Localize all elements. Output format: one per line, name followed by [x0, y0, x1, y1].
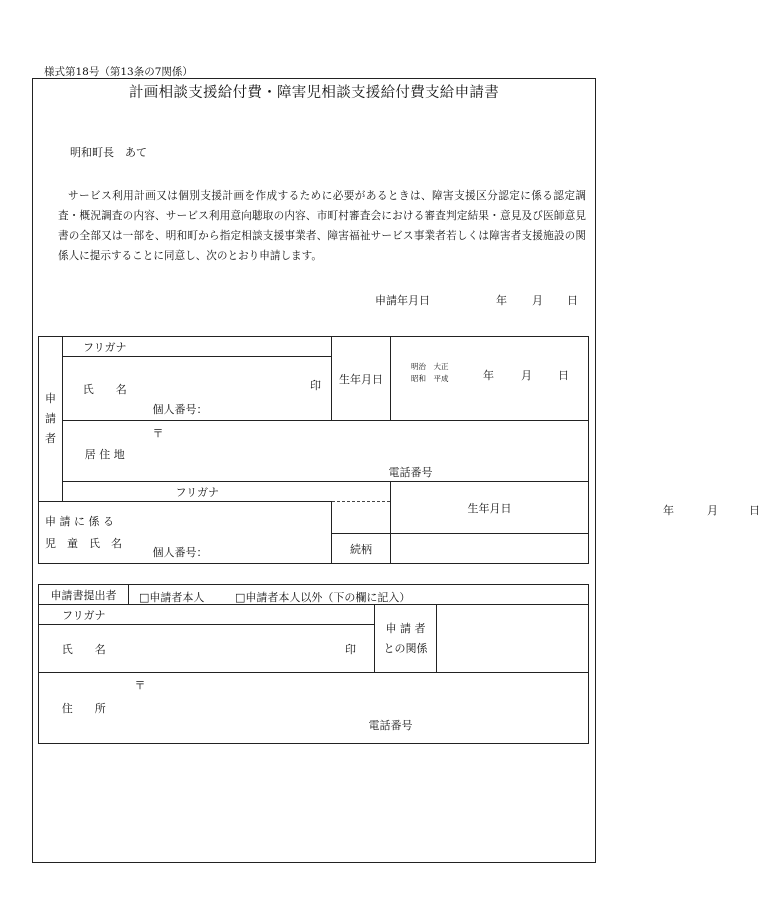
application-date-day: 日: [567, 294, 578, 307]
child-birth-day: 日: [749, 504, 760, 517]
applicant-birth-label: 生年月日: [332, 337, 391, 421]
child-birth-month: 月: [707, 504, 718, 517]
child-furigana-field[interactable]: [332, 482, 391, 502]
applicant-postal-mark: 〒: [152, 427, 164, 440]
applicant-table: [38, 336, 760, 564]
submitter-name-label: 氏 名: [39, 625, 129, 673]
applicant-address-label: 居 住 地: [63, 421, 147, 482]
submitter-phone-label: 電話番号: [368, 719, 413, 732]
submitter-address-field[interactable]: [129, 673, 589, 744]
applicant-birth-year: 年: [483, 369, 494, 382]
submitter-table: [38, 584, 589, 744]
submitter-relation-label: 申 請 者 との関係: [375, 605, 437, 673]
applicant-birth-month: 月: [521, 369, 532, 382]
child-my-number-label: 個人番号：: [152, 546, 208, 559]
applicant-my-number-label: 個人番号：: [152, 403, 208, 416]
child-relation-field[interactable]: [391, 534, 589, 564]
application-date-year: 年: [496, 294, 507, 307]
child-birth-year: 年: [663, 504, 674, 517]
submitter-relation-field[interactable]: [437, 605, 589, 673]
applicant-seal-mark: 印: [310, 379, 321, 392]
submitter-address-label: 住 所: [39, 673, 129, 744]
form-number-label: 様式第18号（第13条の7関係）: [44, 66, 193, 78]
child-furigana-label: フリガナ: [63, 482, 332, 502]
applicant-birth-day: 日: [558, 369, 569, 382]
child-name-label: 申 請 に 係 る 児 童 氏 名: [39, 502, 147, 564]
page-title: 計画相談支援給付費・障害児相談支援給付費支給申請書: [129, 85, 499, 101]
applicant-side-label: 申 請 者: [39, 337, 63, 502]
applicant-address-field[interactable]: [147, 421, 589, 482]
submitter-option-self[interactable]: □申請者本人: [139, 591, 205, 604]
child-birth-label: 生年月日: [391, 482, 589, 534]
applicant-name-field[interactable]: [147, 357, 332, 421]
submitter-postal-mark: 〒: [134, 679, 146, 692]
submitter-option-other[interactable]: □申請者本人以外（下の欄に記入）: [235, 591, 411, 604]
applicant-phone-label: 電話番号: [388, 466, 433, 479]
application-date-month: 月: [532, 294, 543, 307]
applicant-name-label: 氏 名: [63, 357, 147, 421]
applicant-furigana-label: フリガナ: [63, 337, 147, 357]
era-options-top[interactable]: 明治 大正: [411, 362, 449, 371]
applicant-furigana-field[interactable]: [147, 337, 332, 357]
consent-statement: サービス利用計画又は個別支援計画を作成するために必要があるときは、障害支援区分認定に係る認定調査・概況調査の内容、サービス利用意向聴取の内容、市町村審査会における審査判定結果・意見及び医師意見書の全部又は一部を、明和町から指定相談支援事業者、障害福祉サービス事業者若しくは障害者支援施設の関係人に提示することに同意し、次のとおり申請します。: [58, 190, 586, 262]
child-relation-label: 続柄: [332, 534, 391, 564]
submitter-name-field[interactable]: [129, 625, 375, 673]
application-date-label: 申請年月日: [375, 294, 430, 307]
submitter-options: [129, 585, 589, 605]
submitter-furigana-field[interactable]: [129, 605, 375, 625]
submitter-furigana-label: フリガナ: [39, 605, 129, 625]
submitter-header-label: 申請書提出者: [39, 585, 129, 605]
applicant-birth-field[interactable]: [391, 337, 589, 421]
addressee: 明和町長 あて: [70, 146, 147, 159]
submitter-seal-mark: 印: [345, 643, 356, 656]
child-name-field[interactable]: [147, 502, 332, 564]
era-options-bottom[interactable]: 昭和 平成: [411, 374, 449, 383]
